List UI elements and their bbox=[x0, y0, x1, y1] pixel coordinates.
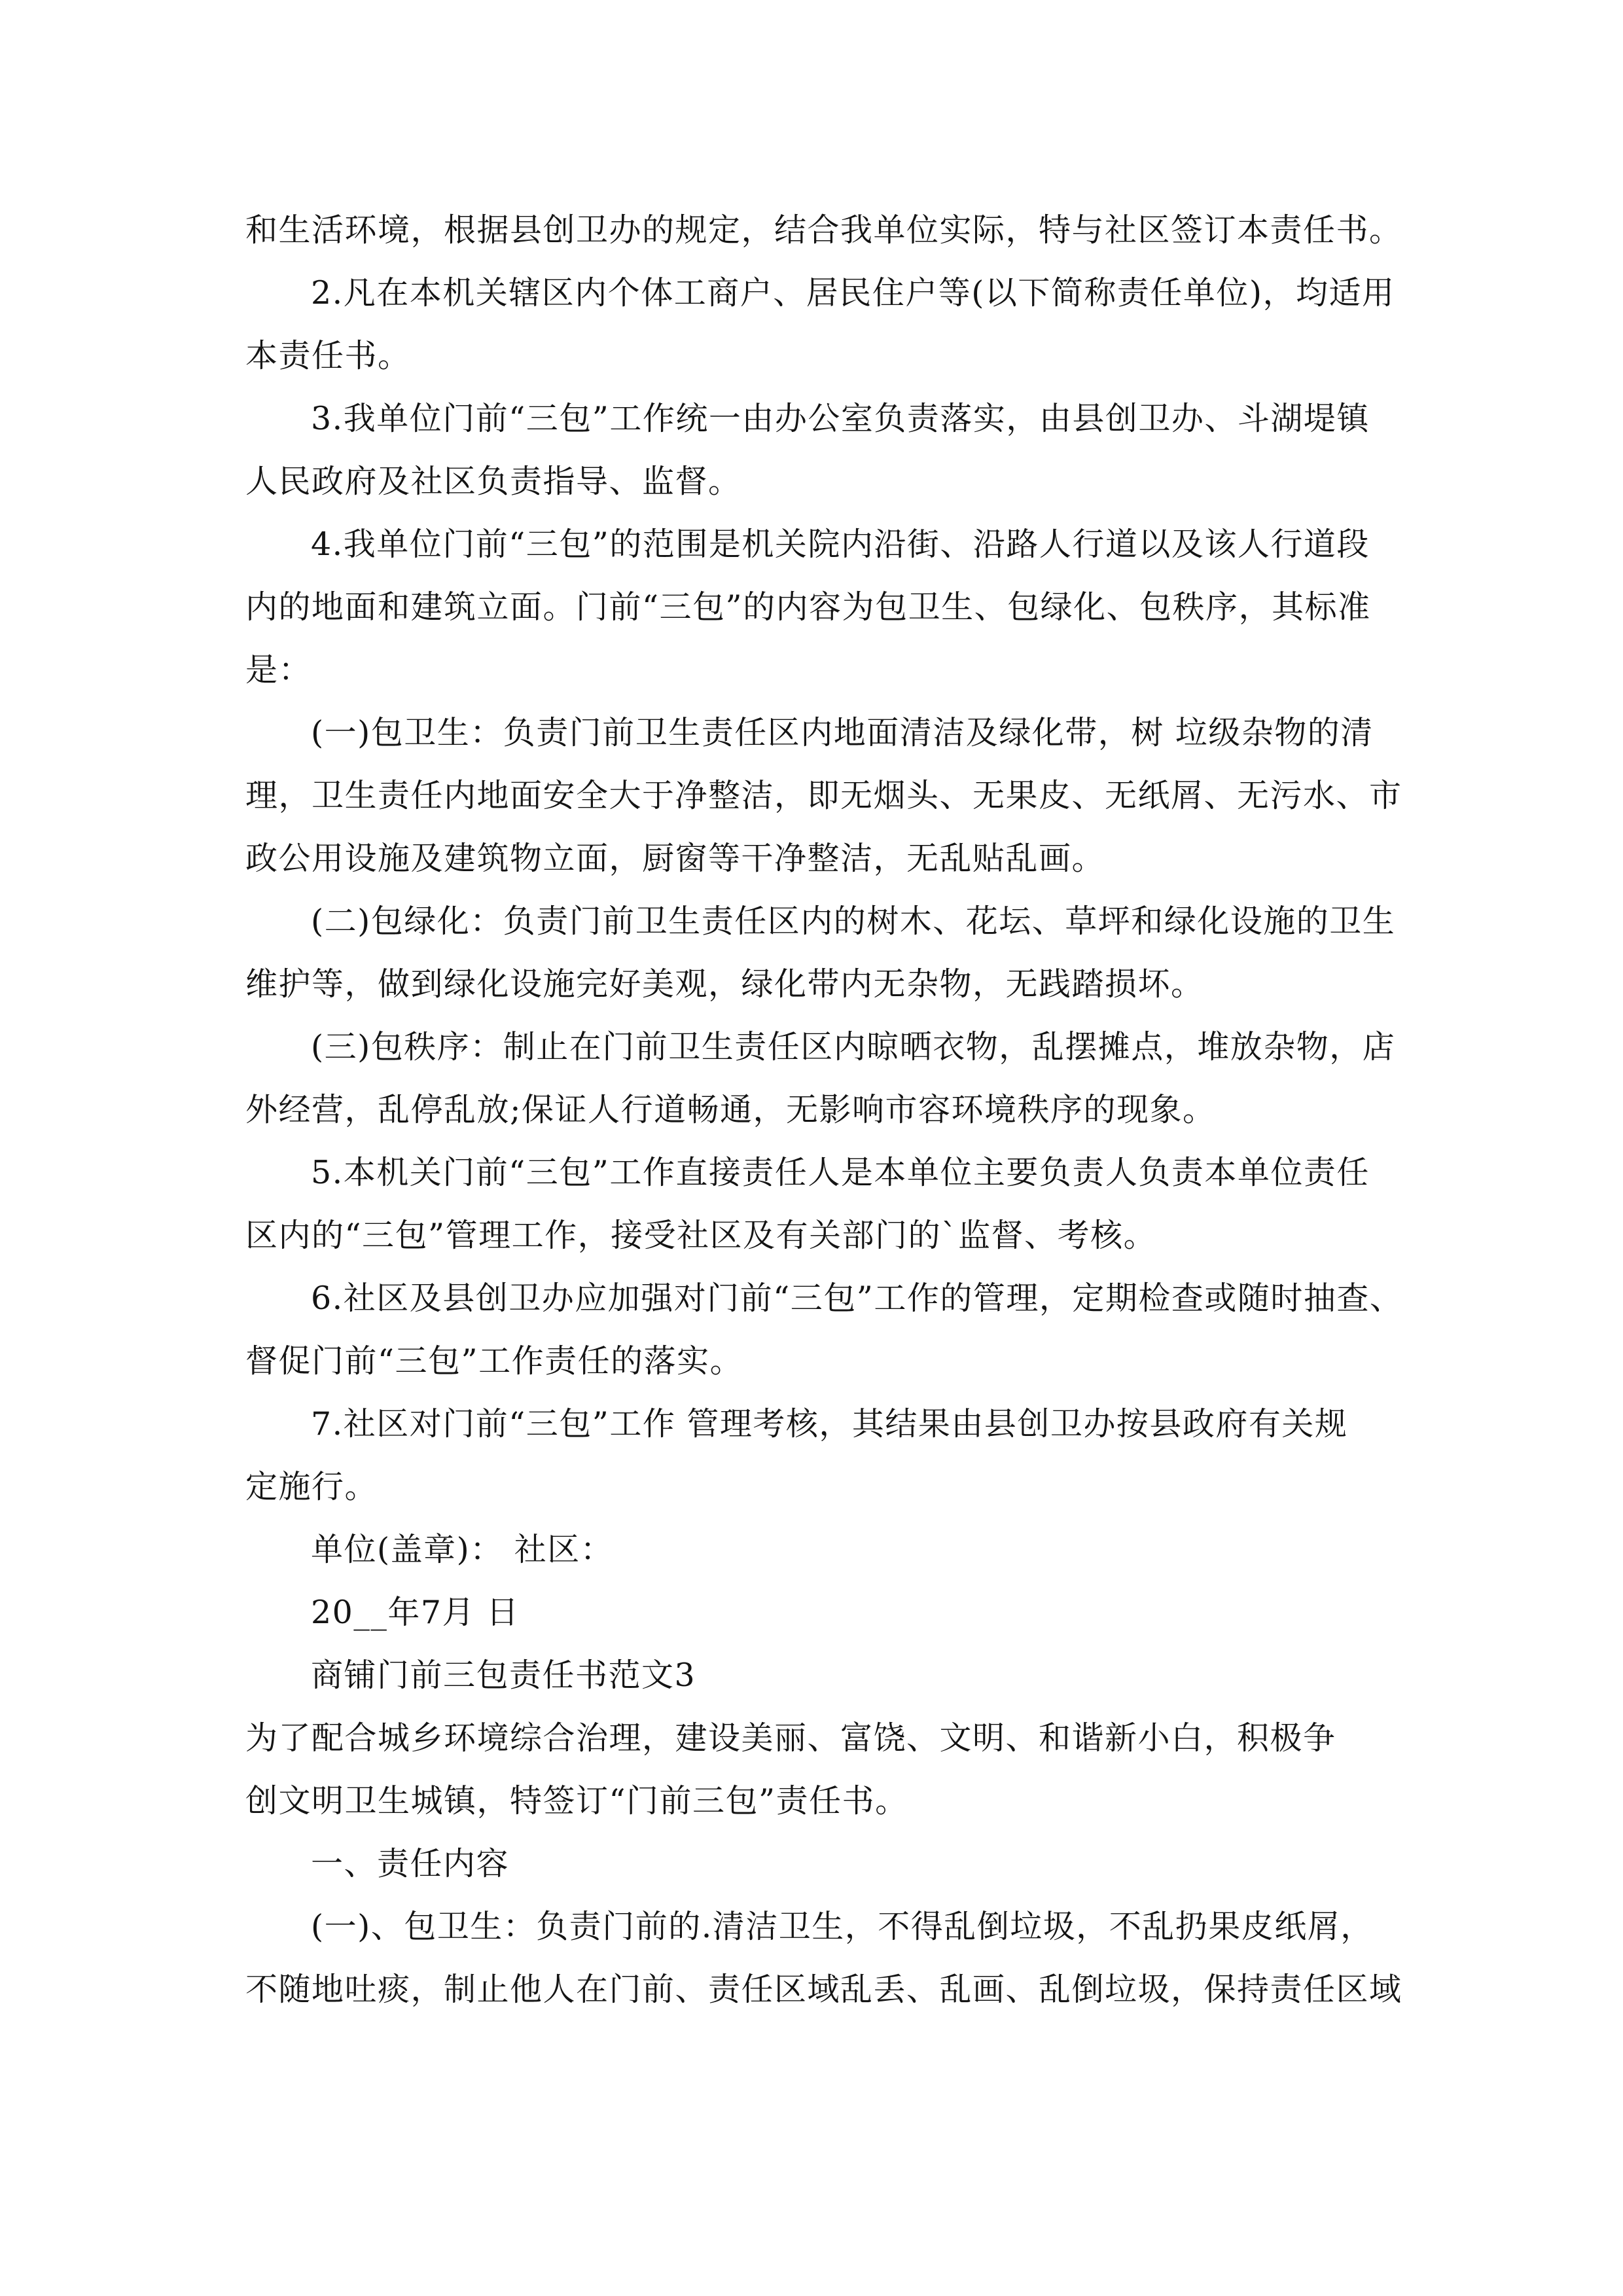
text-line: 4.我单位门前“三包”的范围是机关院内沿街、沿路人行道以及该人行道段 bbox=[311, 526, 1370, 563]
text-line: (一)包卫生：负责门前卫生责任区内地面清洁及绿化带，树 垃级杂物的清 bbox=[311, 714, 1374, 751]
text-line: 理，卫生责任内地面安全大于净整洁，即无烟头、无果皮、无纸屑、无污水、市 bbox=[245, 777, 1402, 814]
text-line: (二)包绿化：负责门前卫生责任区内的树木、花坛、草坪和绿化设施的卫生 bbox=[311, 903, 1396, 940]
subsection-heading-text: 一、责任内容 bbox=[311, 1845, 510, 1882]
text-line: 2.凡在本机关辖区内个体工商户、居民住户等(以下简称责任单位)，均适用 bbox=[311, 274, 1395, 312]
text-line: 定施行。 bbox=[245, 1468, 378, 1505]
text-line: 不随地吐痰，制止他人在门前、责任区域乱丢、乱画、乱倒垃圾，保持责任区域 bbox=[245, 1971, 1402, 2008]
text-line: 本责任书。 bbox=[245, 337, 411, 374]
text-line: 5.本机关门前“三包”工作直接责任人是本单位主要负责人负责本单位责任 bbox=[311, 1154, 1370, 1191]
text-line: 和生活环境，根据县创卫办的规定，结合我单位实际，特与社区签订本责任书。 bbox=[245, 211, 1402, 249]
text-line: 区内的“三包”管理工作，接受社区及有关部门的`监督、考核。 bbox=[245, 1217, 1157, 1254]
text-line: 6.社区及县创卫办应加强对门前“三包”工作的管理，定期检查或随时抽查、 bbox=[311, 1280, 1403, 1317]
signature-text: 单位(盖章)： 社区： bbox=[311, 1531, 614, 1568]
text-line: (三)包秩序：制止在门前卫生责任区内晾晒衣物，乱摆摊点，堆放杂物，店 bbox=[311, 1028, 1396, 1066]
section-title-text: 商铺门前三包责任书范文3 bbox=[311, 1657, 696, 1694]
text-line: 政公用设施及建筑物立面，厨窗等干净整洁，无乱贴乱画。 bbox=[245, 840, 1105, 877]
text-line: 内的地面和建筑立面。门前“三包”的内容为包卫生、包绿化、包秩序，其标准 bbox=[245, 588, 1371, 626]
text-line: 人民政府及社区负责指导、监督。 bbox=[245, 463, 741, 500]
text-line: (一)、包卫生：负责门前的.清洁卫生，不得乱倒垃圾，不乱扔果皮纸屑， bbox=[311, 1908, 1374, 1945]
text-line: 创文明卫生城镇，特签订“门前三包”责任书。 bbox=[245, 1782, 908, 1820]
text-line: 维护等，做到绿化设施完好美观，绿化带内无杂物，无践踏损坏。 bbox=[245, 965, 1204, 1003]
date-text: 20__年7月 日 bbox=[311, 1594, 520, 1631]
text-line: 外经营，乱停乱放;保证人行道畅通，无影响市容环境秩序的现象。 bbox=[245, 1091, 1216, 1128]
text-line: 7.社区对门前“三包”工作 管理考核，其结果由县创卫办按县政府有关规 bbox=[311, 1405, 1348, 1443]
text-line: 为了配合城乡环境综合治理，建设美丽、富饶、文明、和谐新小白，积极争 bbox=[245, 1719, 1336, 1757]
text-line: 督促门前“三包”工作责任的落实。 bbox=[245, 1342, 743, 1380]
text-line: 3.我单位门前“三包”工作统一由办公室负责落实，由县创卫办、斗湖堤镇 bbox=[311, 400, 1370, 437]
text-line: 是： bbox=[245, 651, 312, 689]
